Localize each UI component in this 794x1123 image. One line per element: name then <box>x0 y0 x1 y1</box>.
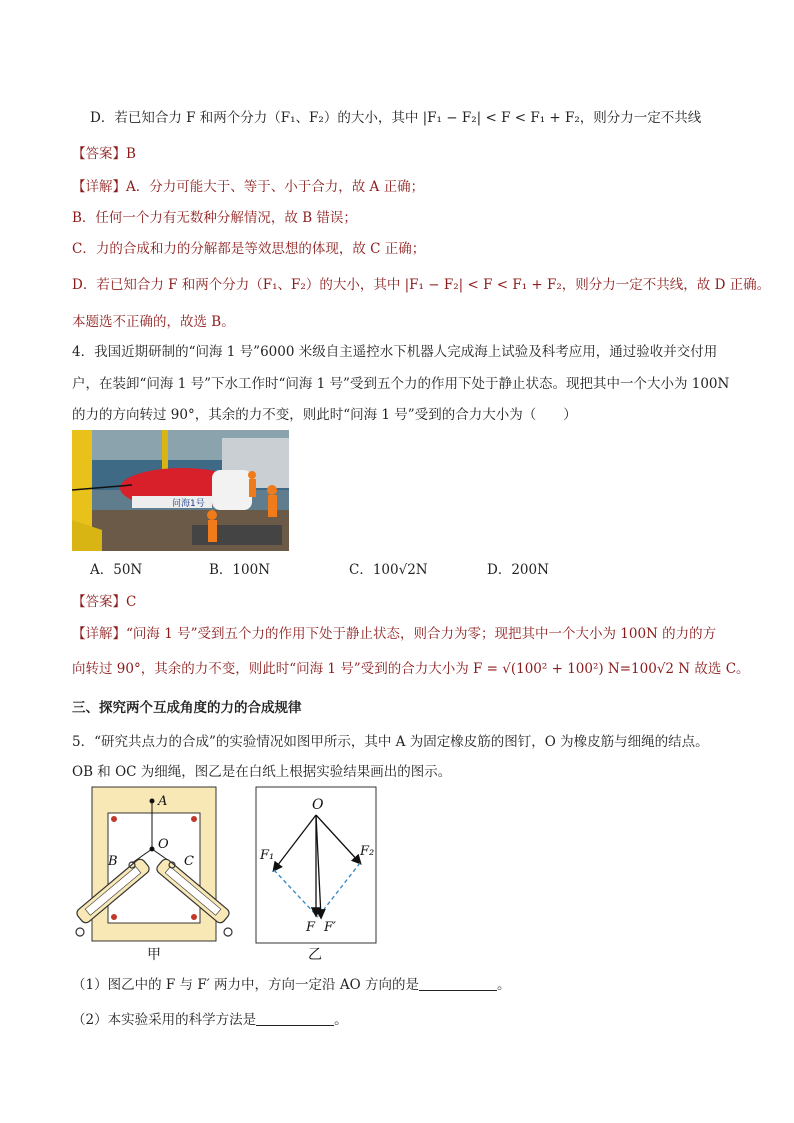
question5-line2: OB 和 OC 为细绳，图乙是在白纸上根据实验结果画出的图示。 <box>72 764 452 780</box>
question5-sub1-end: 。 <box>496 977 511 993</box>
question3-option-d: D．若已知合力 F 和两个分力（F₁、F₂）的大小，其中 |F₁ − F₂| < F < F₁ + F₂，则分力一定不共线 <box>90 110 702 126</box>
figure-yi <box>256 787 376 963</box>
detail4-line2: 向转过 90°，其余的力不变，则此时“问海 1 号”受到的合力大小为 F = √(100² + 100²) N=100√2 N 故选 C。 <box>72 661 750 677</box>
detail3-c: C．力的合成和力的分解都是等效思想的体现，故 C 正确； <box>72 241 426 257</box>
figure-jia <box>75 787 232 963</box>
question5-line1: 5．“研究共点力的合成”的实验情况如图甲所示，其中 A 为固定橡皮筋的图钉，O 为橡皮筋与细绳的结点。 <box>72 734 709 750</box>
label-f: F <box>306 920 316 935</box>
caption-yi: 乙 <box>308 947 322 963</box>
option-d: D．200N <box>487 562 549 578</box>
option-c: C．100√2N <box>349 562 428 578</box>
label-o-jia: O <box>158 837 169 852</box>
question5-sub2-text: （2）本实验采用的科学方法是 <box>72 1012 257 1028</box>
question5-sub1-text: （1）图乙中的 F 与 F′ 两力中，方向一定沿 AO 方向的是 <box>72 977 419 993</box>
question4-line3: 的力的方向转过 90°，其余的力不变，则此时“问海 1 号”受到的合力大小为（ ） <box>72 407 577 423</box>
label-o-yi: O <box>312 797 324 813</box>
question5-sub2-end: 。 <box>334 1012 348 1028</box>
label-a: A <box>158 794 168 809</box>
pin-top-left <box>111 816 117 822</box>
answer4-label: 【答案】C <box>72 594 137 610</box>
pin-bottom-right <box>191 914 197 920</box>
question5-sub2 <box>72 1011 348 1029</box>
label-f-prime: F′ <box>324 920 336 935</box>
answer-blank-1[interactable] <box>419 976 497 991</box>
pin-top-right <box>191 816 197 822</box>
question4-line2: 户，在装卸“问海 1 号”下水工作时“问海 1 号”受到五个力的作用下处于静止状态。现把其中一个大小为 100N <box>72 376 730 392</box>
question4-line1: 4．我国近期研制的“问海 1 号”6000 米级自主遥控水下机器人完成海上试验及科考应用，通过验收并交付用 <box>72 344 718 360</box>
label-f1: F₁ <box>260 848 275 863</box>
section3-heading: 三、探究两个互成角度的力的合成规律 <box>72 700 302 716</box>
detail4-line1: 【详解】“问海 1 号”受到五个力的作用下处于静止状态，则合力为零；现把其中一个大小为 100N 的力的方 <box>72 626 717 642</box>
caption-jia: 甲 <box>147 947 161 963</box>
robot-photo <box>72 430 289 551</box>
option-a: A．50N <box>90 562 143 578</box>
experiment-figure <box>72 785 392 965</box>
label-b: B <box>108 854 118 869</box>
detail3-a: 【详解】A．分力可能大于、等于、小于合力，故 A 正确； <box>72 179 425 195</box>
label-f2: F₂ <box>360 844 375 859</box>
question5-sub1 <box>72 976 510 994</box>
label-c: C <box>184 854 194 869</box>
answer3-label: 【答案】B <box>72 146 136 162</box>
robot-label: 问海1号 <box>172 499 205 509</box>
pin-bottom-left <box>111 914 117 920</box>
answer-blank-2[interactable] <box>256 1011 334 1026</box>
detail3-b: B．任何一个力有无数种分解情况，故 B 错误； <box>72 210 357 226</box>
detail3-d: D．若已知合力 F 和两个分力（F₁、F₂）的大小，其中 |F₁ − F₂| < F < F₁ + F₂，则分力一定不共线，故 D 正确。 <box>72 277 771 293</box>
conclusion3: 本题选不正确的，故选 B。 <box>72 314 235 330</box>
option-b: B．100N <box>209 562 271 578</box>
